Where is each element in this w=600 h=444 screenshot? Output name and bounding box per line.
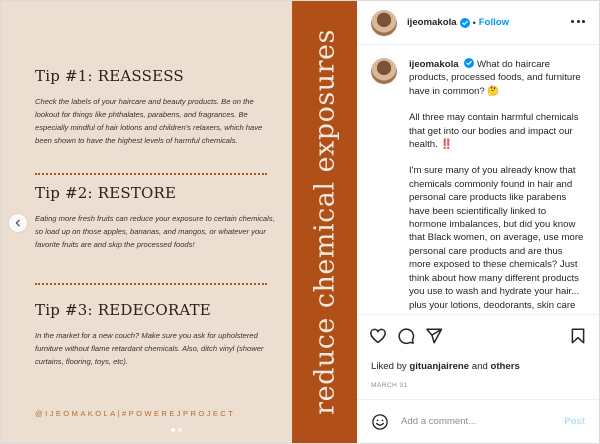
caption-username[interactable]: ijeomakola xyxy=(409,59,459,70)
carousel-dot xyxy=(171,428,175,432)
caption-paragraph: All three may contain harmful chemicals that get into our bodies and impact our health. ‼️ xyxy=(409,112,579,151)
comment-icon[interactable] xyxy=(397,327,415,345)
tip-3-body: In the market for a new couch? Make sure you ask for upholstered furniture without flame retardant chemicals. Also, ditch vinyl (shower curtains, flooring, toys, etc). xyxy=(35,331,264,366)
post-details xyxy=(357,1,599,443)
liked-by-others-link[interactable]: others xyxy=(490,361,520,372)
smiley-icon[interactable] xyxy=(371,413,389,431)
post-comment-button[interactable]: Post xyxy=(564,416,585,427)
side-title-band xyxy=(292,1,357,443)
verified-badge-icon xyxy=(460,18,470,28)
tip-2 xyxy=(35,184,275,251)
header-separator: • xyxy=(472,17,476,28)
caption-paragraph: I'm sure many of you already know that chemicals commonly found in hair and personal care products like parabens have been scientifically linked to hormone imbalances, but did you know that Black women, on average, use more personal care products and are thus more exposed to these chemicals? Just think about how many different products you use to wash and hydrate your hair... plus your lotions, deodorants, skin care xyxy=(409,165,584,311)
tip-3 xyxy=(35,301,275,368)
tip-2-title: Tip #2: RESTORE xyxy=(35,184,177,202)
tips-panel xyxy=(1,1,292,443)
more-options-icon[interactable] xyxy=(571,18,585,24)
likes-conjunction: and xyxy=(471,361,488,372)
paper-plane-icon[interactable] xyxy=(425,327,443,345)
tip-3-title: Tip #3: REDECORATE xyxy=(35,301,211,319)
likes-summary xyxy=(371,361,520,372)
likes-prefix: Liked by xyxy=(371,361,407,372)
caption-row xyxy=(371,58,587,312)
tip-divider xyxy=(35,283,267,285)
tip-1 xyxy=(35,67,275,147)
follow-button[interactable]: Follow xyxy=(478,17,510,28)
caption-intro: What do haircare products, processed foods, and furniture have in common? 🤔 xyxy=(409,59,581,97)
side-title-text: reduce chemical exposures xyxy=(309,29,340,415)
bookmark-icon[interactable] xyxy=(569,327,587,345)
caption-text xyxy=(409,58,585,312)
avatar[interactable] xyxy=(371,10,397,36)
post-date[interactable]: MARCH 31 xyxy=(371,382,408,389)
tip-1-body: Check the labels of your haircare and beauty products. Be on the lookout for things like phthalates, parabens, and fragrances. Be especially mindful of hair lotions and children's relaxers, which have been shown to have the highest levels of harmful chemicals. xyxy=(35,97,263,145)
post-header xyxy=(357,1,599,45)
media-footer-handle: @IJEOMAKOLA|#POWEREJPROJECT xyxy=(35,409,236,418)
comment-input[interactable] xyxy=(401,416,551,427)
tip-1-title: Tip #1: REASSESS xyxy=(35,67,184,85)
verified-badge-icon xyxy=(464,58,474,68)
chevron-left-icon xyxy=(14,219,22,227)
tip-2-body: Eating more fresh fruits can reduce your exposure to certain chemicals, so load up on those apples, bananas, and mangos, or whatever your favorite fruits are and skip the processed foods! xyxy=(35,214,275,249)
caption-avatar[interactable] xyxy=(371,58,397,84)
action-bar xyxy=(357,314,599,354)
post-media xyxy=(1,1,357,443)
post-caption xyxy=(357,46,599,314)
header-username[interactable]: ijeomakola xyxy=(407,17,457,28)
carousel-dots xyxy=(171,428,182,432)
tip-divider xyxy=(35,173,267,175)
liked-by-user-link[interactable]: gituanjairene xyxy=(409,361,470,372)
carousel-prev-button[interactable] xyxy=(9,214,27,232)
comment-bar xyxy=(357,399,599,443)
heart-icon[interactable] xyxy=(369,327,387,345)
carousel-dot xyxy=(178,428,182,432)
